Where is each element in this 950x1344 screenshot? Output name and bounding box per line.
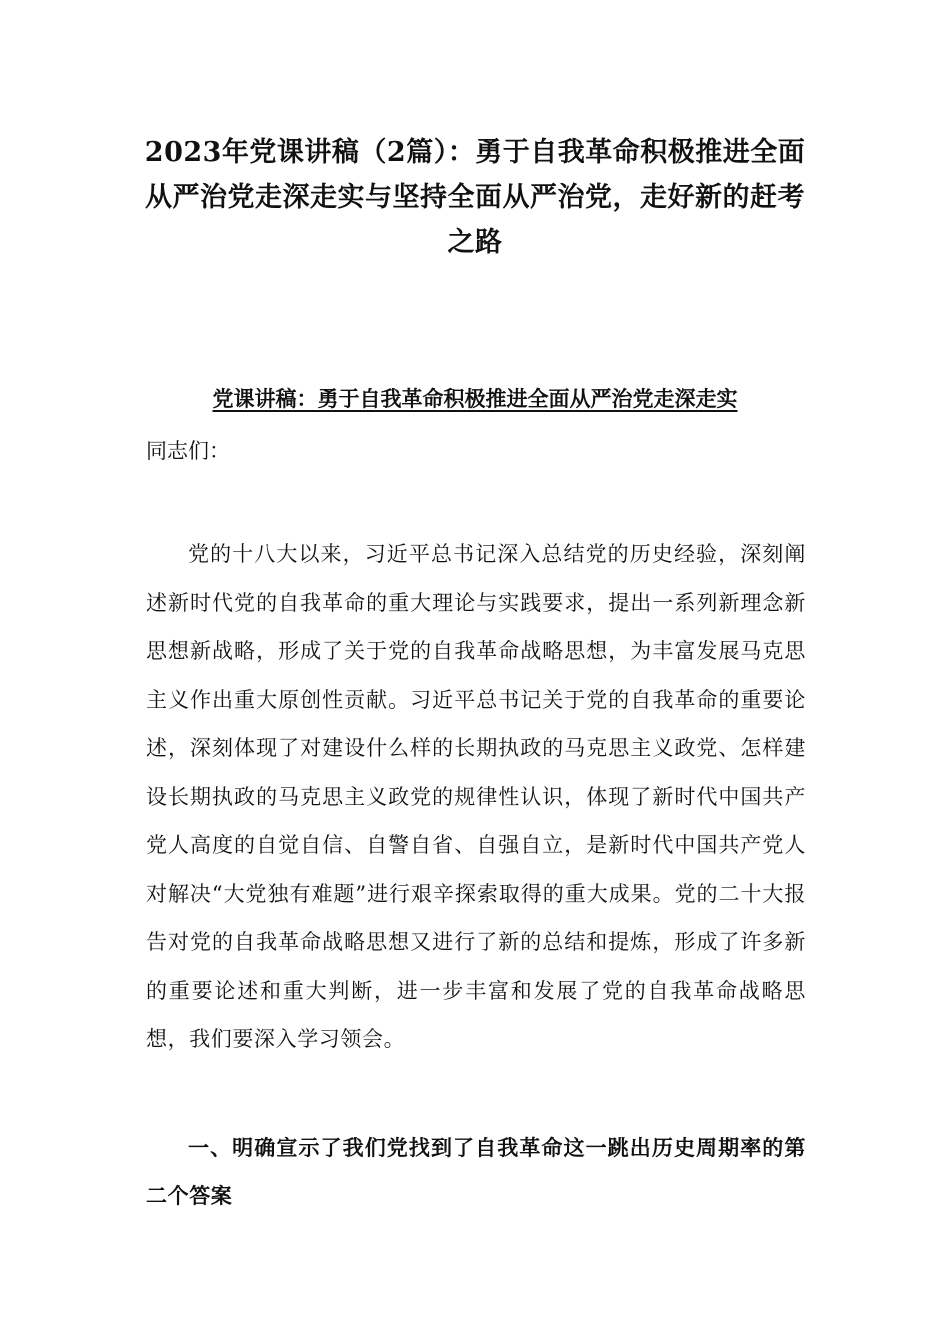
subheading-one: 一、明确宣示了我们党找到了自我革命这一跳出历史周期率的第二个答案 [146, 1135, 806, 1208]
salutation: 同志们： [146, 439, 230, 463]
body-paragraph: 党的十八大以来，习近平总书记深入总结党的历史经验，深刻阐述新时代党的自我革命的重大理论与实践要求，提出一系列新理念新思想新战略，形成了关于党的自我革命战略思想，为丰富发展马克思主义作出重大原创性贡献。习近平总书记关于党的自我革命的重要论述，深刻体现了对建设什么样的长期执政的马克思主义政党、怎样建设长期执政的马克思主义政党的规律性认识，体现了新时代中国共产党人高度的自觉自信、自警自省、自强自立，是新时代中国共产党人对解决“大党独有难题”进行艰辛探索取得的重大成果。党的二十大报告对党的自我革命战略思想又进行了新的总结和提炼，形成了许多新的重要论述和重大判断，进一步丰富和发展了党的自我革命战略思想，我们要深入学习领会。 [146, 542, 806, 1051]
section-title [140, 384, 810, 414]
section-title-text: 党课讲稿：勇于自我革命积极推进全面从严治党走深走实 [212, 386, 738, 411]
document-title: 2023年党课讲稿（2篇）：勇于自我革命积极推进全面从严治党走深走实与坚持全面从严治党，走好新的赶考之路 [144, 137, 806, 258]
